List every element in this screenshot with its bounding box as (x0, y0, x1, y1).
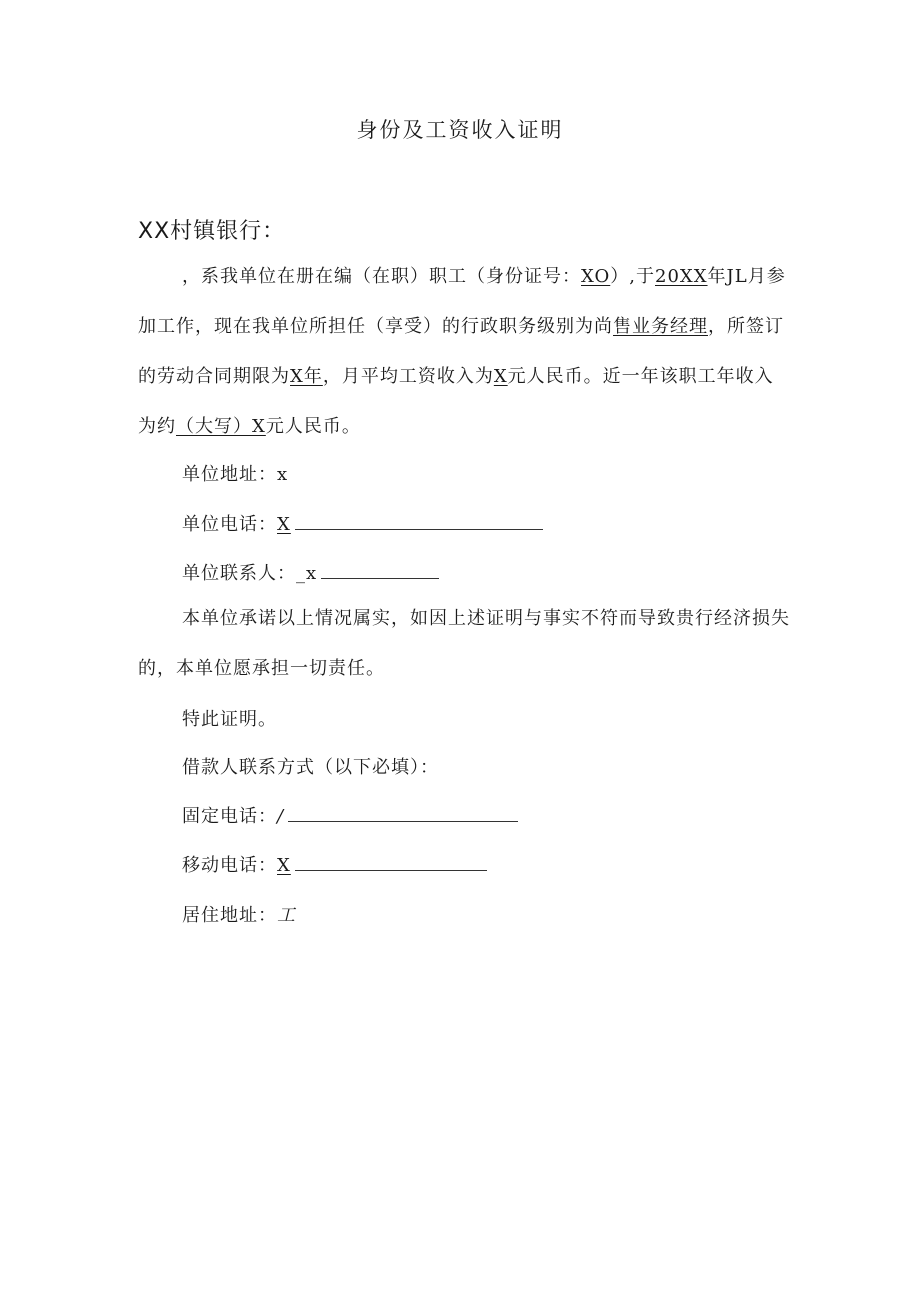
unit-contact-label: 单位联系人： (182, 563, 296, 584)
monthly-salary: X (493, 366, 508, 387)
residence-label: 居住地址： (182, 905, 277, 926)
commitment-text: 本单位承诺以上情况属实，如因上述证明与事实不符而导致贵行经济损失的，本单位愿承担一切责任。 (138, 608, 790, 679)
unit-contact-blank-line (321, 560, 439, 579)
unit-address-label: 单位地址： (182, 464, 277, 485)
unit-phone-blank-line (295, 511, 543, 530)
employment-paragraph (138, 252, 790, 452)
unit-address-row (182, 460, 288, 486)
employment-text-3: 年JL月参加工作，现在我单位所担任（享受）的行政职务级别为尚 (138, 266, 786, 337)
employment-text-7: 元人民币。 (265, 416, 361, 437)
employment-text-2: ）,于 (610, 266, 655, 287)
landline-row (182, 802, 518, 828)
landline-value: / (277, 806, 285, 827)
unit-phone-value: X (277, 514, 291, 535)
mobile-row (182, 851, 487, 877)
mobile-blank-line (295, 852, 487, 871)
id-number: XO (581, 266, 611, 287)
employment-text-1: ，系我单位在册在编（在职）职工（身份证号： (182, 266, 581, 287)
employment-text-4: ，所签订的劳动合同期限为 (138, 316, 784, 387)
borrower-contact-heading (182, 753, 439, 779)
commitment-paragraph (138, 594, 790, 694)
landline-blank-line (288, 803, 518, 822)
unit-phone-label: 单位电话： (182, 514, 277, 535)
start-year: 20XX (655, 266, 708, 287)
residence-row (182, 901, 296, 927)
mobile-label: 移动电话： (182, 855, 277, 876)
unit-contact-value: _x (296, 563, 318, 584)
addressee: XX村镇银行： (138, 219, 286, 244)
residence-value: 工 (277, 905, 296, 926)
unit-phone-row (182, 510, 543, 536)
contract-term: X年 (290, 366, 323, 387)
employment-text-5: ，月平均工资收入为 (322, 366, 494, 387)
job-position: 售业务经理 (613, 316, 708, 337)
closing-text: 特此证明。 (182, 709, 277, 730)
unit-address-value: x (277, 464, 289, 485)
employment-text-6: 元人民币。近一年该职工年收入为约 (138, 366, 774, 437)
closing-statement (182, 705, 277, 731)
document-title: 身份及工资收入证明 (356, 118, 564, 142)
mobile-value: X (277, 855, 291, 876)
landline-label: 固定电话： (182, 806, 277, 827)
borrower-contact-heading-text: 借款人联系方式（以下必填）： (182, 757, 439, 778)
unit-contact-row (182, 559, 439, 585)
annual-income: （大写）X (176, 416, 266, 437)
